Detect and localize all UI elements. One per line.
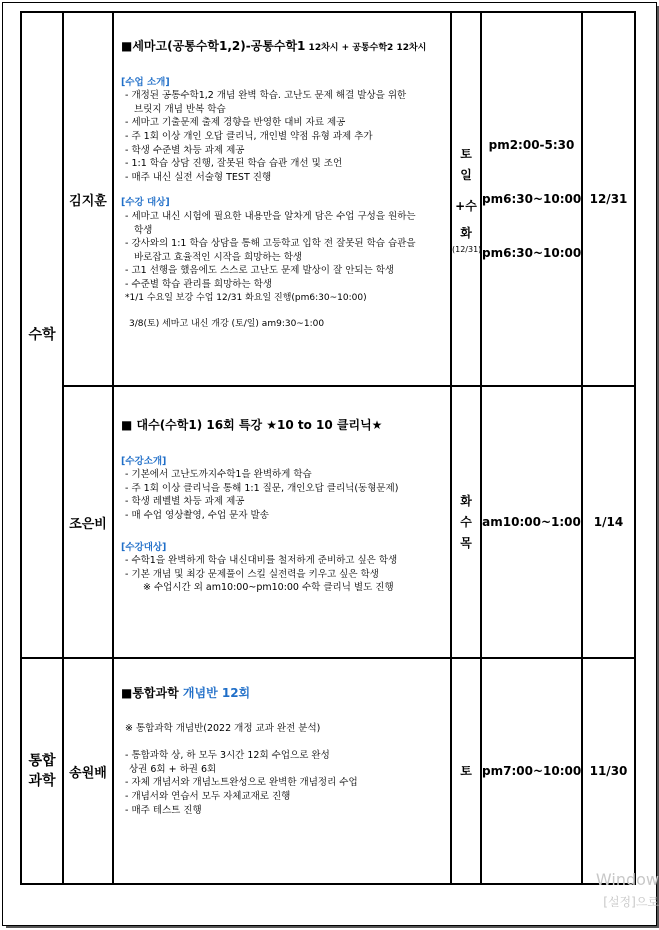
section-heading-target: [수강 대상] <box>121 197 170 209</box>
list-item: - 강사와의 1:1 학습 상담을 통해 고등학교 입학 전 잘못된 학습 습관을 <box>125 238 416 250</box>
list-item: - 고1 선행을 했음에도 스스로 고난도 문제 발상이 잘 안되는 학생 <box>125 265 395 277</box>
list-item: - 매주 내신 실전 서술형 TEST 진행 <box>125 171 272 183</box>
subject-cell-math: 수학 <box>21 12 63 658</box>
course-description-cell <box>113 386 451 658</box>
note: 3/8(토) 세마고 내신 개강 (토/일) am9:30~1:00 <box>129 319 325 330</box>
list-item: - 세마고 기출문제 출제 경향을 반영한 대비 자료 제공 <box>125 117 346 129</box>
list-item: - 기본에서 고난도까지수학1을 완벽하게 학습 <box>125 469 312 481</box>
start-date-cell: 12/31 <box>582 12 635 386</box>
list-item: - 학생 레벨별 차등 과제 제공 <box>125 496 245 508</box>
day-cell: 토 일 +수 화 (12/31) <box>451 12 481 386</box>
subject-cell-science: 통합 과학 <box>21 658 63 884</box>
list-item: - 개념서와 연습서 모두 자체교재로 진행 <box>125 790 291 802</box>
list-item: - 학생 수준별 차등 과제 제공 <box>125 144 245 156</box>
activation-watermark-hint: [설정]으로 <box>603 895 659 909</box>
list-item: - 기본 개념 및 최강 문제풀이 스킬 실전력을 키우고 싶은 학생 <box>125 568 379 580</box>
list-item: - 매 수업 영상촬영, 수업 문자 발송 <box>125 509 269 521</box>
course-title: ■통합과학 개념반 12회 <box>121 686 251 700</box>
teacher-cell: 조은비 <box>63 386 113 658</box>
course-description-cell <box>113 12 451 386</box>
teacher-cell: 송원배 <box>63 658 113 884</box>
section-heading-intro: [수강소개] <box>121 455 167 467</box>
day-cell: 토 <box>451 658 481 884</box>
time-cell: pm7:00~10:00 <box>481 658 582 884</box>
start-date-cell: 11/30 <box>582 658 635 884</box>
list-item: - 세마고 내신 시험에 필요한 내용만을 알차게 담은 수업 구성을 원하는 <box>125 210 416 222</box>
course-title: ■ 대수(수학1) 16회 특강 ★10 to 10 클리닉★ <box>121 418 383 432</box>
table-row <box>21 658 635 884</box>
list-item: - 1:1 학습 상담 진행, 잘못된 학습 습관 개선 및 조언 <box>125 158 343 170</box>
list-item: 학생 <box>134 224 153 236</box>
time-cell: pm2:00-5:30 pm6:30~10:00 pm6:30~10:00 <box>481 12 582 386</box>
course-title: ■세마고(공통수학1,2)-공통수학1 12차시 + 공통수학2 12차시 <box>121 39 427 53</box>
list-item: - 개정된 공통수학1,2 개념 완벽 학습. 고난도 문제 해결 발상을 위한 <box>125 90 407 102</box>
list-item: - 수학1을 완벽하게 학습 내신대비를 철저하게 준비하고 싶은 학생 <box>125 555 398 567</box>
table-row <box>21 386 635 658</box>
list-item: - 수준별 학습 관리를 희망하는 학생 <box>125 278 273 290</box>
note: ※ 수업시간 외 am10:00~pm10:00 수학 클리닉 별도 진행 <box>143 582 394 594</box>
list-item: - 주 1회 이상 개인 오답 클리닉, 개인별 약점 유형 과제 추가 <box>125 130 373 142</box>
list-item: - 주 1회 이상 클리닉을 통해 1:1 질문, 개인오답 클리닉(동형문제) <box>125 482 399 494</box>
schedule-table <box>20 11 636 885</box>
note: *1/1 수요일 보강 수업 12/31 화요일 진행(pm6:30~10:00) <box>125 292 367 303</box>
course-description-cell <box>113 658 451 884</box>
list-item: 브릿지 개념 반복 학습 <box>134 103 226 115</box>
list-item: 상권 6회 + 하권 6회 <box>129 763 217 775</box>
table-row <box>21 12 635 386</box>
list-item: - 자체 개념서와 개념노트완성으로 완벽한 개념정리 수업 <box>125 777 358 789</box>
day-cell: 화 수 목 <box>451 386 481 658</box>
course-subtitle: ※ 통합과학 개념반(2022 개정 교과 완전 분석) <box>125 722 321 734</box>
list-item: 바로잡고 효율적인 시작을 희망하는 학생 <box>134 251 303 263</box>
time-cell: am10:00~1:00 <box>481 386 582 658</box>
section-heading-intro: [수업 소개] <box>121 76 170 88</box>
start-date-cell: 1/14 <box>582 386 635 658</box>
section-heading-target: [수강대상] <box>121 541 167 553</box>
activation-watermark-title: Window <box>595 870 659 889</box>
list-item: - 통합과학 상, 하 모두 3시간 12회 수업으로 완성 <box>125 750 330 762</box>
list-item: - 매주 테스트 진행 <box>125 804 202 816</box>
teacher-cell: 김지훈 <box>63 12 113 386</box>
